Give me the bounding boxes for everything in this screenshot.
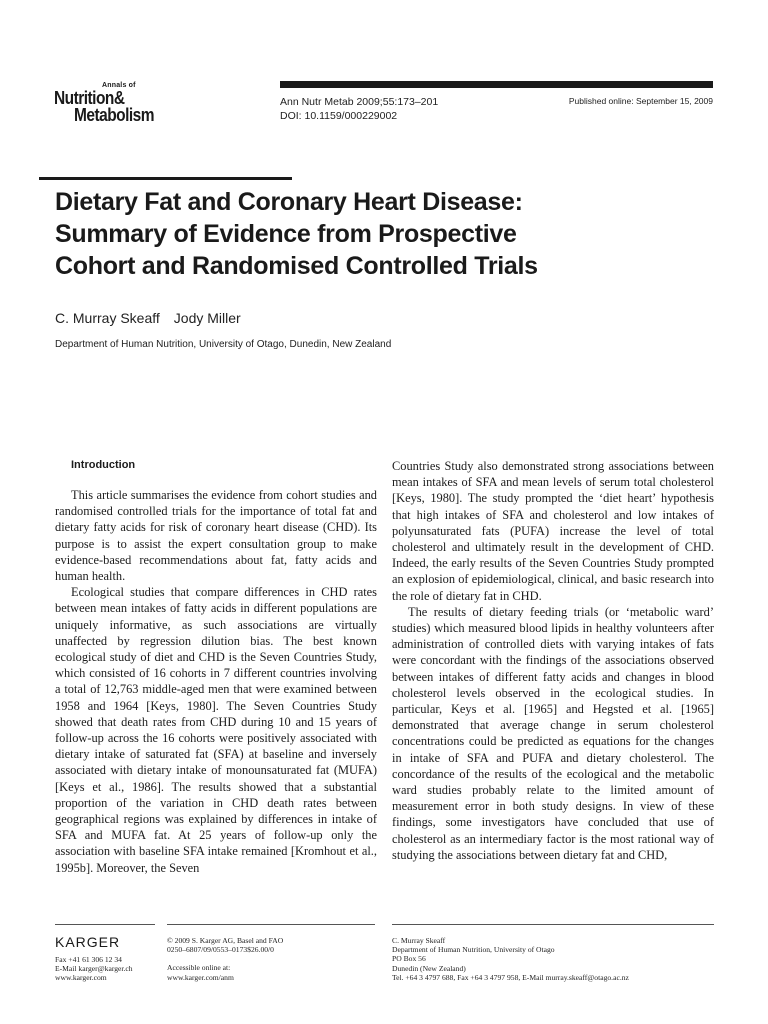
published-date: Published online: September 15, 2009 [568,96,713,106]
publisher-email[interactable]: E-Mail karger@karger.ch [55,964,133,974]
article-title [55,186,695,282]
footer-rule [392,924,714,925]
author-miller: Jody Miller [173,310,241,326]
footer-rule [167,924,375,925]
paragraph: This article summarises the evidence from cohort studies and randomised controlled trials for the importance of total fat and dietary fatty acids for risk of coronary heart disease (CHD). Its purpose is to assist the expert consultation group to make evidence-based recommendations about fat, fatty acids and human health. [55,488,377,584]
contact-department: Department of Human Nutrition, University of Otago [392,945,555,955]
publisher-logo: KARGER [55,934,121,950]
title-line-3: Cohort and Randomised Controlled Trials [55,252,538,280]
contact-city: Dunedin (New Zealand) [392,963,466,973]
footer-rule [55,924,155,925]
paragraph: Countries Study also demonstrated strong associations between mean intakes of SFA and mean levels of serum total cholesterol [Keys, 1980]. The study prompted the ‘diet heart’ hypothesis that high intakes of SFA and cholesterol and low intakes of polyunsaturated fats (PUFA) increase the level of total cholesterol and ultimately result in the development of CHD. Indeed, the early results of the Seven Countries Study prompted an explosion of epidemiological, clinical, and basic research into the role of dietary fat in CHD. [392,459,714,603]
doi[interactable]: DOI: 10.1159/000229002 [280,110,398,122]
paragraph: Ecological studies that compare differences in CHD rates between mean intakes of fatty acids in different populations are uniquely informative, as such associations are virtually unaffected by regression dilution bias. The best known ecological study of diet and CHD is the Seven Countries Study, which consisted of 16 cohorts in 7 different countries involving a total of 12,763 middle-aged men that were examined between 1958 and 1964 [Keys, 1980]. The Seven Countries Study showed that death rates from CHD during 10 and 15 years of follow-up across the 16 cohorts were positively associated with dietary intake of saturated fat (SFA) at baseline and inversely associated with dietary intake of monounsaturated fat (MUFA) [Keys et al., 1986]. The results showed that a substantial proportion of the variation in CHD death rates between geographical regions was explained by differences in intake of SFA and MUFA fat. At 25 years of follow-up only the association with baseline SFA intake remained [Kromhout et al., 1995b]. Moreover, the Seven [55,585,377,875]
correspondence-block [392,936,629,982]
journal-logo-annals-of: Annals of [102,82,136,89]
contact-po-box: PO Box 56 [392,954,426,964]
publisher-contact [55,955,133,983]
affiliation: Department of Human Nutrition, University of Otago, Dunedin, New Zealand [55,339,392,350]
contact-name: C. Murray Skeaff [392,936,446,945]
publisher-website[interactable]: www.karger.com [55,973,107,983]
accessible-label: Accessible online at: [167,963,231,973]
title-line-2: Summary of Evidence from Prospective [55,220,517,248]
publisher-fax: Fax +41 61 306 12 34 [55,955,122,964]
right-column [392,458,714,863]
copyright: © 2009 S. Karger AG, Basel and FAO [167,936,284,945]
issn: 0250–6807/09/0553–0173$26.00/0 [167,945,274,955]
paragraph: The results of dietary feeding trials (or ‘metabolic ward’ studies) which measured blood lipids in healthy volunteers after administration of controlled diets with varying intakes of fats were concordant with the findings of the associations observed between intakes of different fatty acids and changes in blood cholesterol levels observed in the ecological studies. In particular, Keys et al. [1965] and Hegsted et al. [1965] demonstrated that average change in serum cholesterol concentrations could be predicted as equations for the changes in intake of SFA and PUFA and dietary cholesterol. The concordance of the results of the ecological and the metabolic ward studies probably relate to the limited amount of measurement error in both study designs. In view of these findings, some investigators have concluded that use of cholesterol as an intermediary factor is the most rational way of studying the associations between dietary fat and CHD, [392,604,714,862]
journal-logo-metabolism: Metabolism [74,105,155,125]
author-list [55,310,241,326]
citation-block [280,95,438,123]
contact-tel-email[interactable]: Tel. +64 3 4797 688, Fax +64 3 4797 958, E-Mail murray.skeaff@otago.ac.nz [392,972,629,982]
author-skeaff: C. Murray Skeaff [55,310,160,326]
accessible-url[interactable]: www.karger.com/anm [167,972,234,982]
header-rule [280,81,713,88]
title-rule [39,177,292,180]
title-line-1: Dietary Fat and Coronary Heart Disease: [55,188,523,216]
journal-logo-nutrition: Nutrition& [54,88,125,108]
section-heading-introduction: Introduction [71,459,136,471]
citation: Ann Nutr Metab 2009;55:173–201 [280,96,439,108]
left-column [55,458,377,876]
copyright-block [167,936,283,982]
